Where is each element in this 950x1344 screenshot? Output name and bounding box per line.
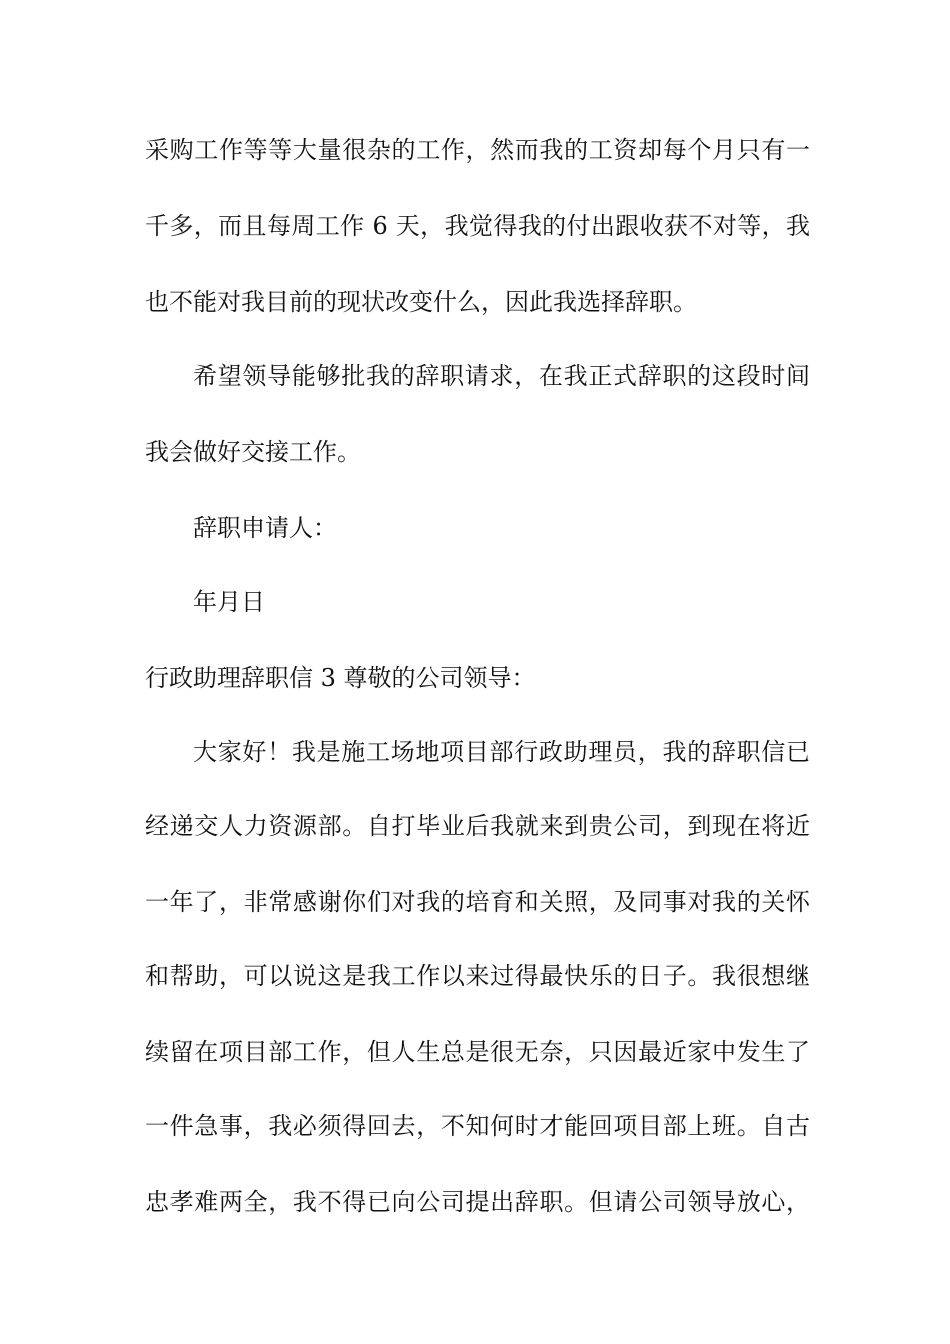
text-line: 忠孝难两全，我不得已向公司提出辞职。但请公司领导放心， (145, 1188, 810, 1216)
text-line: 千多，而且每周工作 6 天，我觉得我的付出跟收获不对等，我 (145, 212, 810, 240)
paragraph-first-line: 希望领导能够批我的辞职请求，在我正式辞职的这段时间 (193, 362, 810, 390)
text-line: 续留在项目部工作，但人生总是很无奈，只因最近家中发生了 (145, 1038, 810, 1066)
letter-heading: 行政助理辞职信 3 尊敬的公司领导： (145, 664, 536, 692)
text-line: 一件急事，我必须得回去，不知何时才能回项目部上班。自古 (145, 1112, 810, 1140)
text-line: 采购工作等等大量很杂的工作，然而我的工资却每个月只有一 (145, 136, 810, 164)
signature-label: 辞职申请人： (193, 514, 337, 542)
text-line: 经递交人力资源部。自打毕业后我就来到贵公司，到现在将近 (145, 812, 810, 840)
text-line: 我会做好交接工作。 (145, 438, 361, 466)
paragraph-first-line: 大家好！我是施工场地项目部行政助理员，我的辞职信已 (193, 738, 810, 766)
text-line: 一年了，非常感谢你们对我的培育和关照，及同事对我的关怀 (145, 888, 810, 916)
text-line: 和帮助，可以说这是我工作以来过得最快乐的日子。我很想继 (145, 962, 810, 990)
text-line: 也不能对我目前的现状改变什么，因此我选择辞职。 (145, 288, 697, 316)
date-label: 年月日 (193, 588, 265, 616)
